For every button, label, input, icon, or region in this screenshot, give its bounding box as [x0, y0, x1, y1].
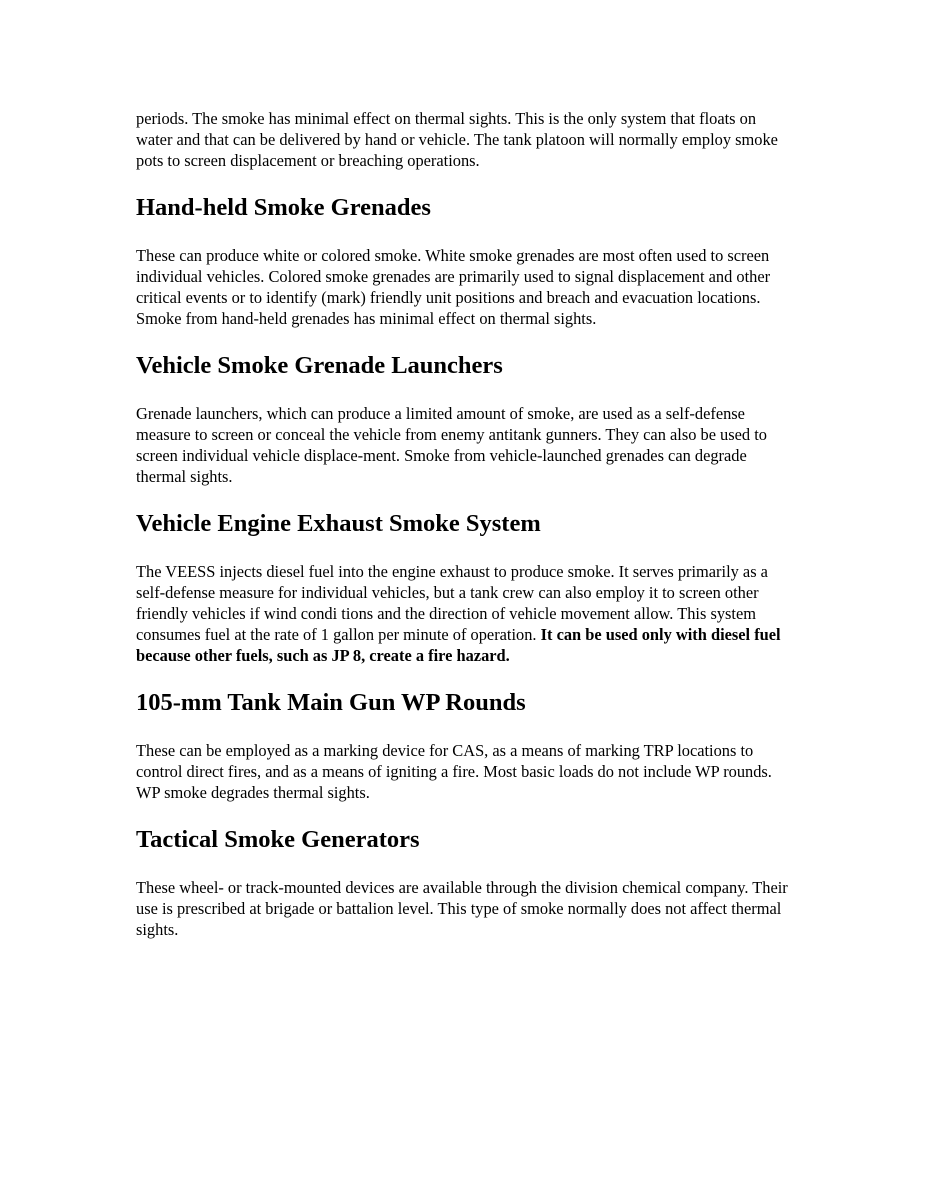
section-heading: 105-mm Tank Main Gun WP Rounds [136, 689, 526, 716]
section-105mm-tank-main-gun-wp-rounds [136, 688, 796, 803]
section-body: These wheel- or track-mounted devices are available through the division chemical company. Their use is prescribed at brigade or battalion level. This type of smoke normally does not affect thermal sights. [136, 878, 788, 939]
section-vehicle-smoke-grenade-launchers [136, 351, 796, 487]
section-heading: Tactical Smoke Generators [136, 826, 420, 853]
section-body: These can produce white or colored smoke. White smoke grenades are most often used to screen individual vehicles. Colored smoke grenades are primarily used to signal displacement and other critical events or to identify (mark) friendly unit positions and breach and evacuation locations. Smoke from hand-held grenades has minimal effect on thermal sights. [136, 246, 771, 328]
intro-paragraph: periods. The smoke has minimal effect on thermal sights. This is the only system that floats on water and that can be delivered by hand or vehicle. The tank platoon will normally employ smoke pots to screen displacement or breaching operations. [136, 109, 778, 170]
section-hand-held-smoke-grenades [136, 193, 796, 329]
section-body-text: The VEESS injects diesel fuel into the engine exhaust to produce smoke. It serves primarily as a self-defense measure for individual vehicles, but a tank crew can also employ it to screen other friendly vehicles if wind condi tions and the direction of vehicle movement allow. This system consumes fuel at the rate of 1 gallon per minute of operation. [136, 562, 768, 644]
section-heading: Vehicle Engine Exhaust Smoke System [136, 510, 541, 537]
section-body-warning: It can be used only with diesel fuel because other fuels, such as JP 8, create a fire hazard. [136, 625, 781, 665]
section-body [136, 561, 796, 666]
section-body: These can be employed as a marking device for CAS, as a means of marking TRP locations to control direct fires, and as a means of igniting a fire. Most basic loads do not include WP rounds. WP smoke degrades thermal sights. [136, 741, 772, 802]
section-tactical-smoke-generators [136, 825, 796, 940]
section-vehicle-engine-exhaust-smoke-system [136, 509, 796, 666]
section-heading: Hand-held Smoke Grenades [136, 194, 431, 221]
section-heading: Vehicle Smoke Grenade Launchers [136, 352, 503, 379]
section-body: Grenade launchers, which can produce a limited amount of smoke, are used as a self-defense measure to screen or conceal the vehicle from enemy antitank gunners. They can also be used to screen individual vehicle displace-ment. Smoke from vehicle-launched grenades can degrade thermal sights. [136, 404, 767, 486]
document-page [136, 108, 796, 940]
